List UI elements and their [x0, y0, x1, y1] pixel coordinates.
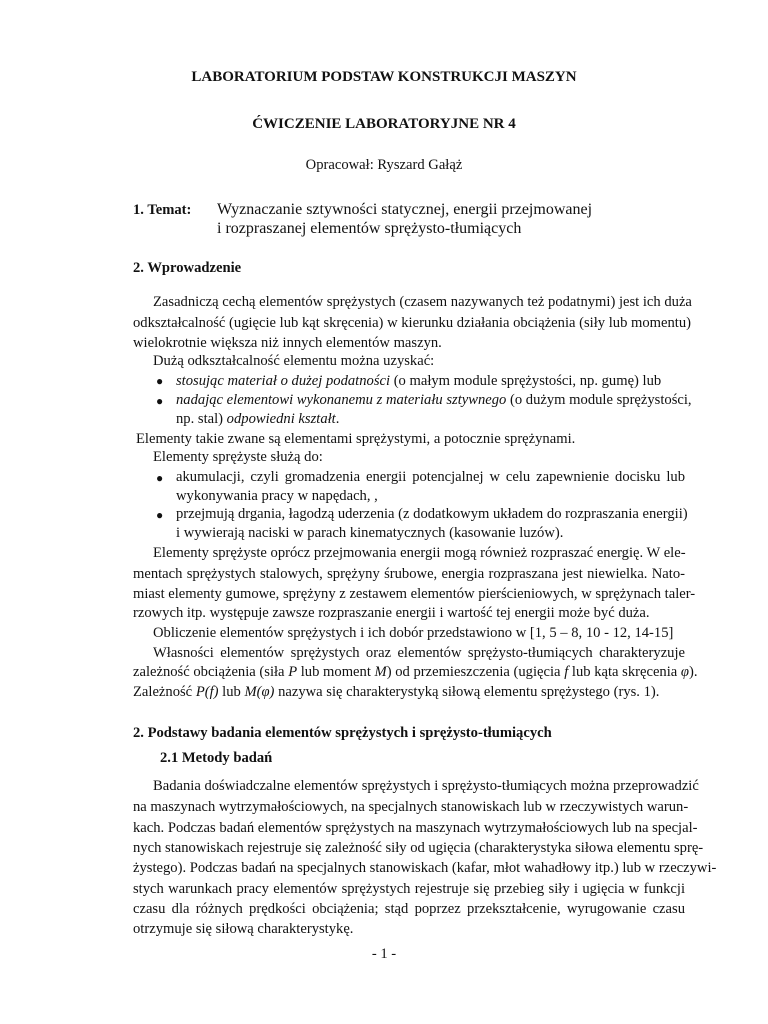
bullet-3-line1: akumulacji, czyli gromadzenia energii potencjalnej w celu zapewnienie docisku lub [176, 469, 685, 485]
intro-p1-line1: Zasadniczą cechą elementów sprężystych (czasem nazywanych też podatnymi) jest ich duża [153, 294, 692, 310]
intro-p7-line3: Zależność P(f) lub M(φ) nazywa się charakterystyką siłową elementu sprężystego (rys. 1). [133, 684, 660, 700]
section2-line5: żystego). Podczas badań na specjalnych stanowiskach (kafar, młot wahadłowy itp.) lub w rzeczywi- [133, 860, 717, 876]
section2-line3: kach. Podczas badań elementów sprężystych na maszynach wytrzymałościowych lub na specjal- [133, 820, 698, 836]
bullet-icon: ● [156, 508, 164, 522]
topic-line-2: i rozpraszanej elementów sprężysto-tłumiących [217, 220, 522, 237]
intro-p1-line2: odkształcalność (ugięcie lub kąt skręcenia) w kierunku działania obciążenia (siły lub momentu) [133, 315, 692, 331]
section2-line4: nych stanowiskach rejestruje się zależność siły od ugięcia (charakterystyka siłowa elementu sprę- [133, 840, 704, 856]
intro-p5-line1: Elementy sprężyste oprócz przejmowania energii mogą również rozpraszać energię. W ele- [153, 545, 686, 561]
bullet-1: stosując materiał o dużej podatności (o małym module sprężystości, np. gumę) lub [176, 373, 662, 389]
intro-p3: Elementy takie zwane są elementami sprężystymi, a potocznie sprężynami. [136, 431, 576, 447]
intro-p1-line3: wielokrotnie większa niż innych elementów maszyn. [133, 335, 442, 351]
topic-line-1: Wyznaczanie sztywności statycznej, energii przejmowanej [217, 201, 593, 218]
bullet-2-line2: np. stal) odpowiedni kształt. [176, 411, 340, 427]
intro-p5-line3: miast elementy gumowe, sprężyny z zestawem elementów pierścieniowych, w sprężynach taler- [133, 586, 696, 602]
exercise-title: ĆWICZENIE LABORATORYJNE NR 4 [252, 116, 516, 132]
intro-heading: 2. Wprowadzenie [133, 260, 242, 276]
section2-subheading: 2.1 Metody badań [160, 750, 273, 766]
author-line: Opracował: Ryszard Gałąż [305, 157, 463, 173]
bullet-icon: ● [156, 394, 164, 408]
intro-p5-line2: mentach sprężystych stalowych, sprężyny śrubowe, energia rozpraszana jest niewielka. Nato- [133, 566, 685, 582]
bullet-2-line1: nadając elementowi wykonanemu z materiału sztywnego (o dużym module sprężystości, [176, 392, 692, 408]
section2-line7: czasu dla różnych prędkości obciążenia; stąd poprzez przekształcenie, wyrugowanie czasu [133, 901, 685, 917]
intro-p7-line2: zależność obciążenia (siła P lub moment M) od przemieszczenia (ugięcia f lub kąta skręcenia φ). [133, 664, 698, 680]
intro-p5-line4: rzowych itp. występuje zawsze rozpraszanie energii i wartość tej energii może być duża. [133, 605, 650, 621]
intro-p4: Elementy sprężyste służą do: [153, 449, 323, 465]
bullet-4-line2: i wywierają naciski w parach kinematycznych (kasowanie luzów). [176, 525, 564, 541]
bullet-icon: ● [156, 471, 164, 485]
page-number: - 1 - [371, 946, 397, 962]
section2-line1: Badania doświadczalne elementów sprężystych i sprężysto-tłumiących można przeprowadzić [153, 778, 699, 794]
section2-line8: otrzymuje się siłową charakterystykę. [133, 921, 354, 937]
lab-title: LABORATORIUM PODSTAW KONSTRUKCJI MASZYN [191, 69, 577, 85]
section2-line6: stych warunkach pracy elementów sprężystych rejestruje się przebieg siły i ugięcia w funkcji [133, 881, 685, 897]
topic-label: 1. Temat: [133, 202, 192, 218]
intro-p6: Obliczenie elementów sprężystych i ich dobór przedstawiono w [1, 5 – 8, 10 - 12, 14-15] [153, 625, 674, 641]
bullet-icon: ● [156, 374, 164, 388]
section2-line2: na maszynach wytrzymałościowych, na specjalnych stanowiskach lub w rzeczywistych warun- [133, 799, 689, 815]
intro-p7-line1: Własności elementów sprężystych oraz elementów sprężysto-tłumiących charakteryzuje [153, 645, 685, 661]
bullet-3-line2: wykonywania pracy w napędach, , [176, 488, 378, 504]
bullet-4-line1: przejmują drgania, łagodzą uderzenia (z dodatkowym układem do rozpraszania energii) [176, 506, 688, 522]
intro-p2: Dużą odkształcalność elementu można uzyskać: [153, 353, 435, 369]
section2-heading: 2. Podstawy badania elementów sprężystych i sprężysto-tłumiących [133, 725, 552, 741]
